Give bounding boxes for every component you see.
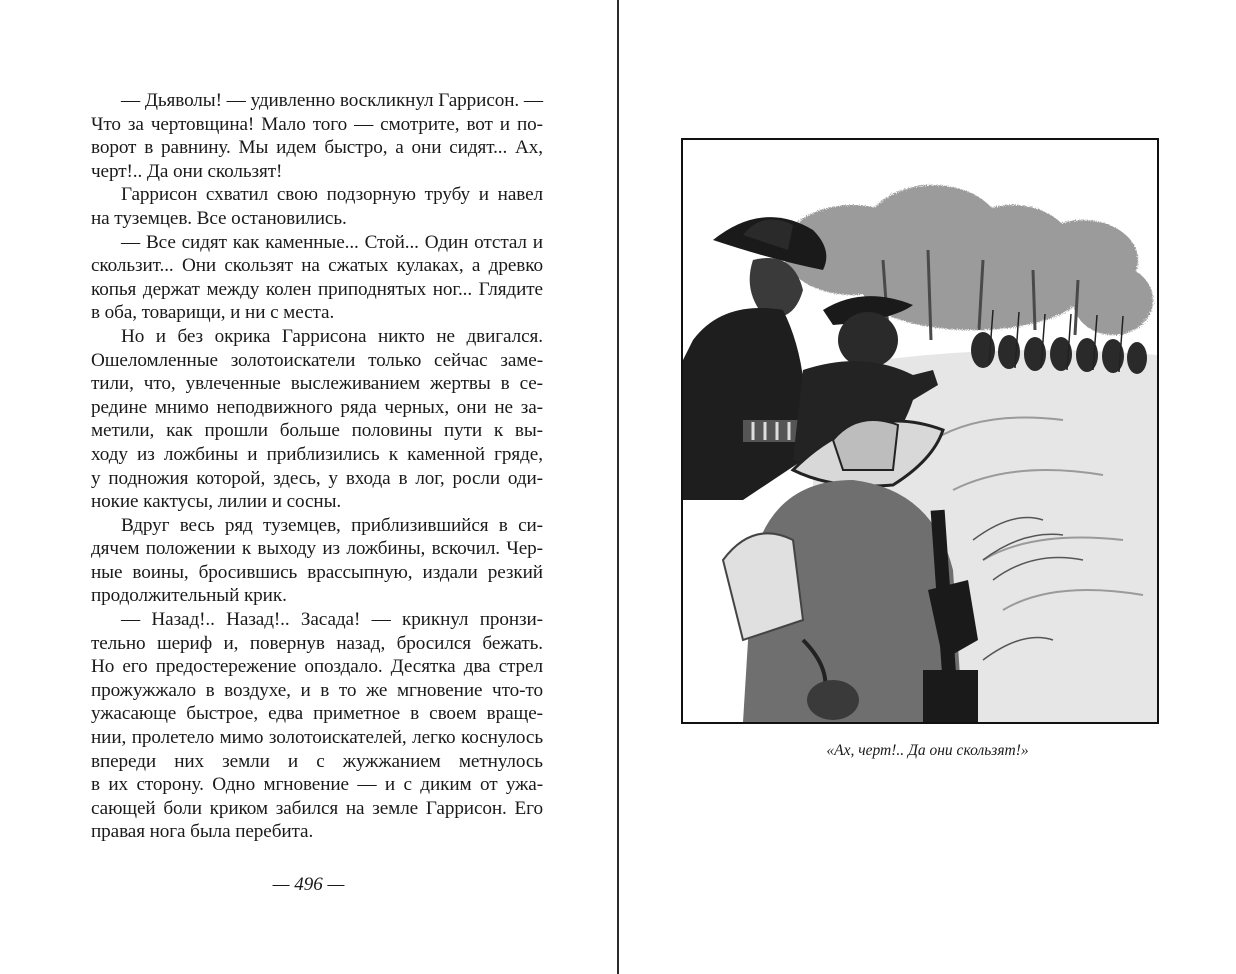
word: се-: [519, 373, 543, 395]
word: неподвижного: [216, 396, 333, 418]
text-line: на туземцев. Все остановились.: [91, 207, 347, 229]
word: дячем: [91, 538, 140, 560]
word: Дьяволы!: [144, 90, 222, 111]
word: их: [108, 774, 129, 796]
word: то: [338, 679, 357, 701]
word: и: [155, 325, 166, 347]
body-text: [91, 89, 543, 844]
word: что-то: [492, 679, 543, 701]
word: прошли: [204, 420, 268, 442]
word: лог,: [415, 467, 445, 489]
word: приподнятых: [318, 278, 427, 300]
word: ряда: [340, 396, 377, 418]
word: схватил: [205, 184, 269, 206]
word: подножия: [108, 467, 189, 489]
word: Но: [91, 656, 115, 678]
word: чертовщина!: [150, 113, 255, 135]
text-line: [91, 702, 543, 726]
word: резкий: [487, 561, 543, 583]
illustration-drawing: [683, 140, 1157, 722]
word: Назад!..: [226, 609, 290, 631]
word: сторону.: [136, 774, 204, 796]
word: без: [177, 325, 204, 347]
word: скользит...: [91, 255, 174, 277]
word: как: [232, 231, 260, 253]
word: увлеченные: [185, 373, 281, 395]
word: приметное: [313, 703, 401, 725]
word: ходу: [91, 443, 128, 465]
word: только: [368, 349, 422, 371]
word: Гаррисон.: [425, 797, 507, 819]
word: и,: [223, 632, 239, 654]
word: ные: [91, 561, 123, 583]
text-line: [91, 773, 543, 797]
text-line: [91, 537, 543, 561]
text-line: правая нога была перебита.: [91, 821, 314, 843]
word: из: [322, 538, 341, 560]
word: и: [247, 443, 258, 465]
word: сидят: [181, 231, 227, 253]
word: от: [479, 774, 498, 796]
word: и: [532, 231, 543, 253]
word: к: [388, 443, 398, 465]
text-line: [91, 349, 543, 373]
word: диким: [420, 774, 472, 796]
word: того: [312, 113, 348, 135]
word: на: [345, 797, 365, 819]
word: Ошеломленные: [91, 349, 218, 371]
word: враще-: [486, 703, 543, 725]
word: Мы: [238, 137, 269, 159]
word: Гаррисон.: [438, 90, 520, 111]
word: росли: [452, 467, 501, 489]
word: приблизились: [266, 443, 380, 465]
word: в: [320, 679, 330, 701]
word: ворот: [91, 137, 137, 159]
word: —: [357, 774, 377, 796]
word: Мало: [261, 113, 306, 135]
word: Чер-: [506, 538, 543, 560]
word: Одно: [212, 774, 256, 796]
text-line: [91, 655, 543, 679]
word: к: [241, 538, 252, 560]
page-number: — 496 —: [272, 874, 345, 895]
word: а: [471, 255, 481, 277]
word: ужа-: [505, 774, 543, 796]
word: —: [226, 90, 246, 111]
word: шериф: [156, 632, 213, 654]
text-line: [91, 183, 543, 207]
word: каменной: [407, 443, 485, 465]
word: что,: [143, 373, 176, 395]
word: мимо: [219, 727, 264, 749]
word: Но: [121, 325, 145, 347]
text-line: [91, 514, 543, 538]
word: туземцев,: [263, 514, 341, 536]
word: мгновение: [263, 774, 349, 796]
word: впереди: [91, 750, 157, 772]
word: больше: [279, 420, 340, 442]
word: нии,: [91, 727, 127, 749]
word: в: [500, 373, 510, 395]
word: Они: [181, 255, 217, 277]
text-line: [91, 278, 543, 302]
word: стрел: [498, 656, 543, 678]
word: ряд: [224, 514, 253, 536]
word: у: [91, 467, 101, 489]
word: воины,: [132, 561, 189, 583]
word: как: [166, 420, 193, 442]
word: прожужжало: [91, 679, 196, 701]
text-line: [91, 231, 543, 255]
word: Засада!: [300, 609, 361, 631]
word: Ах,: [515, 137, 543, 159]
word: и: [300, 679, 311, 701]
word: ложбины: [163, 443, 239, 465]
text-line: [91, 136, 543, 160]
word: держат: [142, 278, 200, 300]
text-line: [91, 254, 543, 278]
right-page: [619, 0, 1236, 974]
text-line: [91, 325, 543, 349]
word: золотоискателей,: [268, 727, 407, 749]
word: подзорную: [326, 184, 416, 206]
word: по-: [516, 113, 543, 135]
word: равнину.: [161, 137, 231, 159]
word: в: [498, 514, 508, 536]
word: удивленно: [250, 90, 336, 111]
word: жужжанием: [342, 750, 441, 772]
word: Гаррисона: [281, 325, 367, 347]
text-line: черт!.. Да они скользят!: [91, 160, 283, 182]
word: воскликнул: [339, 90, 434, 111]
word: легко: [412, 727, 456, 749]
word: —: [523, 90, 543, 111]
text-line: [91, 797, 543, 821]
word: двигался.: [466, 325, 543, 347]
word: оди-: [507, 467, 543, 489]
word: быстро,: [324, 137, 388, 159]
word: земле: [372, 797, 419, 819]
illustration-caption: «Ах, черт!.. Да они скользят!»: [826, 742, 1029, 759]
word: предостережение: [155, 656, 297, 678]
word: мнимо: [154, 396, 209, 418]
word: два: [463, 656, 491, 678]
text-line: [91, 396, 543, 420]
word: не: [436, 325, 455, 347]
word: ложбины,: [346, 538, 426, 560]
word: вскочил.: [431, 538, 501, 560]
word: быстрое,: [186, 703, 259, 725]
word: копья: [91, 278, 137, 300]
text-line: [91, 750, 543, 774]
text-line: [91, 561, 543, 585]
word: жертвы: [430, 373, 491, 395]
word: выслеживанием: [290, 373, 421, 395]
word: его: [122, 656, 148, 678]
word: весь: [179, 514, 215, 536]
word: здесь,: [273, 467, 321, 489]
word: мгновение: [396, 679, 483, 701]
word: Один: [424, 231, 469, 253]
word: у: [328, 467, 338, 489]
word: назад,: [336, 632, 386, 654]
word: едва: [268, 703, 304, 725]
word: скользят: [224, 255, 293, 277]
word: никто: [377, 325, 425, 347]
word: каменные...: [265, 231, 359, 253]
text-line: [91, 679, 543, 703]
text-line: [91, 89, 543, 113]
word: к: [493, 420, 504, 442]
word: Что: [91, 113, 121, 135]
word: пути: [443, 420, 483, 442]
word: идем: [276, 137, 317, 159]
word: бросившись: [198, 561, 298, 583]
word: бросился: [396, 632, 471, 654]
word: земли: [222, 750, 270, 772]
word: и: [287, 750, 299, 772]
word: Его: [514, 797, 543, 819]
word: пронзи-: [479, 609, 543, 631]
illustration: [681, 138, 1159, 724]
word: колен: [265, 278, 312, 300]
word: кулаках,: [396, 255, 464, 277]
word: с: [316, 750, 325, 772]
word: навел: [497, 184, 543, 206]
word: отстал: [474, 231, 527, 253]
word: гряде,: [494, 443, 543, 465]
text-line: [91, 726, 543, 750]
word: же: [366, 679, 388, 701]
word: Глядите: [478, 278, 543, 300]
word: ног...: [432, 278, 473, 300]
word: трубу: [424, 184, 471, 206]
word: вот: [466, 113, 493, 135]
word: свою: [276, 184, 318, 206]
word: бежать.: [482, 632, 543, 654]
word: окрика: [214, 325, 271, 347]
word: древко: [488, 255, 543, 277]
word: с: [403, 774, 412, 796]
word: в: [144, 137, 154, 159]
word: входа: [345, 467, 391, 489]
word: метнулось: [458, 750, 543, 772]
word: за: [127, 113, 144, 135]
text-line: [91, 113, 543, 137]
word: коснулось: [461, 727, 543, 749]
text-line: нокие кактусы, лилии и сосны.: [91, 491, 342, 513]
word: Вдруг: [121, 514, 170, 536]
word: них: [174, 750, 205, 772]
left-page: [0, 0, 617, 974]
word: сидят...: [449, 137, 508, 159]
text-line: продолжительный крик.: [91, 585, 287, 607]
word: Все: [145, 231, 176, 253]
word: криком: [209, 797, 268, 819]
word: они: [456, 396, 487, 418]
word: си-: [518, 514, 543, 536]
word: положении: [145, 538, 236, 560]
word: за-: [520, 396, 543, 418]
word: повернув: [249, 632, 325, 654]
word: между: [206, 278, 260, 300]
word: своем: [429, 703, 477, 725]
word: приблизившийся: [351, 514, 489, 536]
word: заме-: [500, 349, 543, 371]
word: а: [395, 137, 404, 159]
word: метили,: [91, 420, 155, 442]
text-line: [91, 467, 543, 491]
word: на: [301, 255, 320, 277]
word: —: [371, 609, 391, 631]
word: из: [137, 443, 155, 465]
word: врассыпную,: [307, 561, 413, 583]
word: —: [121, 609, 141, 631]
word: выходу: [257, 538, 317, 560]
text-line: [91, 443, 543, 467]
word: половины: [351, 420, 433, 442]
word: они: [411, 137, 442, 159]
word: Гаррисон: [121, 184, 198, 206]
word: тельно: [91, 632, 146, 654]
word: золотоискатели: [230, 349, 356, 371]
word: —: [354, 113, 374, 135]
word: ужасающе: [91, 703, 177, 725]
word: Стой...: [364, 231, 419, 253]
word: смотрите,: [380, 113, 460, 135]
text-line: [91, 608, 543, 632]
word: сжатых: [328, 255, 389, 277]
word: редине: [91, 396, 148, 418]
word: забился: [275, 797, 339, 819]
word: не: [494, 396, 513, 418]
word: которой,: [196, 467, 266, 489]
word: воздухе,: [224, 679, 291, 701]
word: сейчас: [433, 349, 488, 371]
text-line: в оба, товарищи, и ни с места.: [91, 302, 335, 324]
word: —: [121, 231, 141, 253]
word: пролетело: [131, 727, 215, 749]
word: Десятка: [390, 656, 456, 678]
word: черных,: [384, 396, 450, 418]
word: крикнул: [401, 609, 469, 631]
word: и: [478, 184, 489, 206]
word: опоздало.: [304, 656, 383, 678]
word: в: [205, 679, 215, 701]
word: в: [91, 774, 100, 796]
word: в: [398, 467, 408, 489]
word: издали: [422, 561, 478, 583]
word: боли: [163, 797, 202, 819]
word: и: [499, 113, 510, 135]
word: Назад!..: [151, 609, 215, 631]
word: и: [384, 774, 396, 796]
word: вы-: [514, 420, 543, 442]
text-line: [91, 632, 543, 656]
word: —: [121, 90, 141, 111]
word: сающей: [91, 797, 156, 819]
word: в: [410, 703, 420, 725]
text-line: [91, 419, 543, 443]
text-line: [91, 372, 543, 396]
word: тили,: [91, 373, 134, 395]
